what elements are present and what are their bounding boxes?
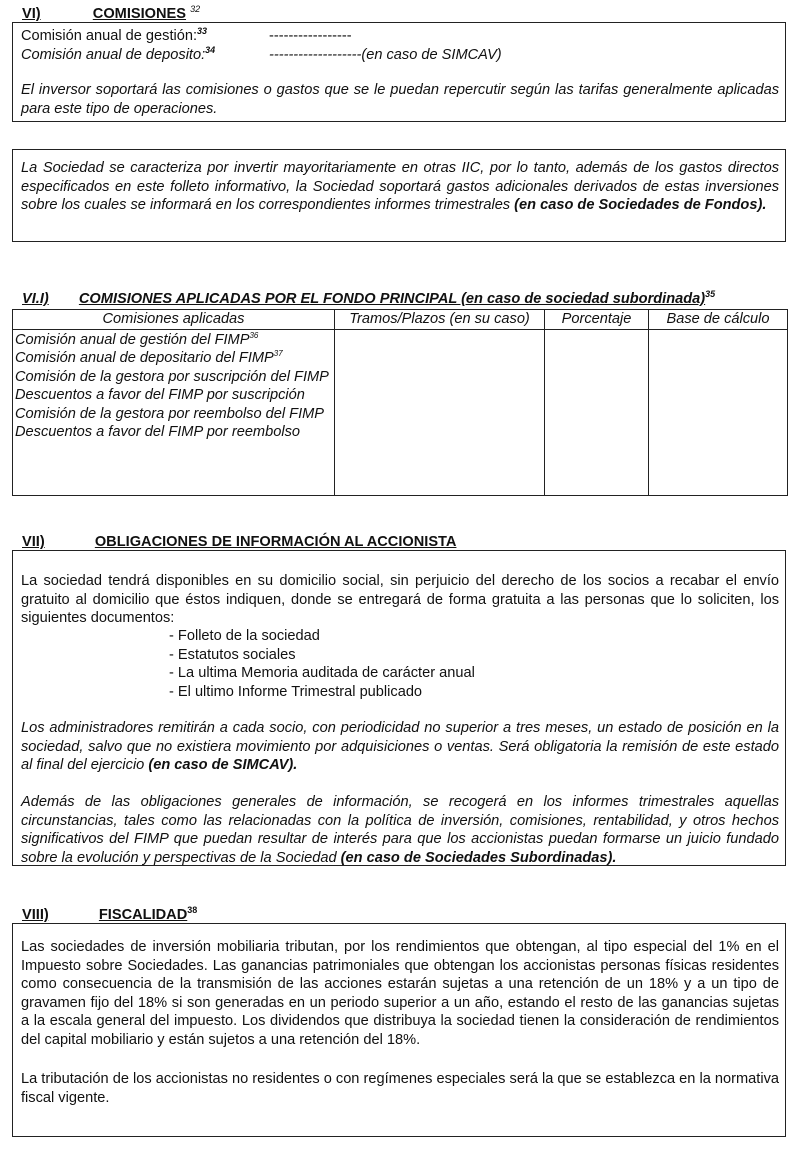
- iic-paragraph: [21, 159, 779, 215]
- footnote-ref: 37: [273, 349, 283, 359]
- commission-list-cell: [13, 329, 335, 495]
- commission-value: -------------------: [269, 47, 362, 63]
- table-cell-empty: [649, 329, 788, 495]
- table-row-item: [15, 386, 332, 405]
- section-vi-number: VI): [22, 6, 41, 22]
- section-vi-i-heading: [22, 290, 715, 309]
- list-item: - El ultimo Informe Trimestral publicado: [169, 683, 423, 700]
- table-row-item: [15, 405, 332, 424]
- para-text: Los administradores remitirán a cada socio, con periodicidad no superior a tres meses, un estado de posición en la sociedad, salvo que no existiera movimiento por adquisiciones o ventas. Será obligatoria la remisión de este estado al final del ejercicio: [21, 720, 779, 773]
- table-cell-empty: [335, 329, 545, 495]
- section-vi-title: COMISIONES: [92, 6, 187, 22]
- para-text: Además de las obligaciones generales de información, se recogerá en los informes trimestrales aquellas circunstancias, tales como las relacionadas con la política de inversión, comisiones, rentabilidad, y otros hechos significativos del FIMP que puedan resultar de interés para que los accionistas puedan formarse un juicio fundado sobre la evolución y perspectivas de la Sociedad: [21, 794, 779, 866]
- section-viii-title: FISCALIDAD: [98, 907, 188, 923]
- commission-suffix: (en caso de SIMCAV): [361, 47, 502, 63]
- commission-line-deposito: [21, 46, 781, 65]
- iic-bold-text: (en caso de Sociedades de Fondos).: [514, 197, 767, 213]
- footnote-ref: 36: [249, 330, 259, 340]
- section-vii-number: VII): [22, 534, 45, 550]
- commission-label: Comisión anual de deposito:: [21, 47, 206, 63]
- taxation-box: [12, 923, 786, 1137]
- table-row: [13, 329, 788, 495]
- section-vii-heading: [22, 533, 456, 552]
- section-viii-heading: [22, 906, 197, 925]
- quarterly-reports-paragraph: [21, 793, 779, 867]
- documents-list: [21, 627, 779, 701]
- commission-value: -----------------: [269, 28, 352, 44]
- section-vi-i-footnote: 35: [705, 289, 716, 300]
- iic-text: La Sociedad se caracteriza por invertir mayoritariamente en otras IIC, por lo tanto, además de los gastos directos especificados en este folleto informativo, la Sociedad soportará gastos adicionales derivados de estas inversiones sobre los cuales se informará en los correspondientes informes trimestrales: [21, 160, 779, 213]
- row-text: Comisión anual de gestión del FIMP: [15, 331, 250, 348]
- table-header-cell: Tramos/Plazos (en su caso): [335, 310, 545, 330]
- section-vi-i-title: COMISIONES APLICADAS POR EL FONDO PRINCIPAL (en caso de sociedad subordinada): [78, 291, 706, 307]
- table-row-item: [15, 368, 332, 387]
- footnote-ref: 33: [197, 26, 208, 37]
- para-bold-text: (en caso de Sociedades Subordinadas).: [340, 849, 617, 866]
- table-row-item: [15, 331, 332, 350]
- row-text: Comisión anual de depositario del FIMP: [15, 350, 274, 366]
- footnote-ref: 34: [205, 45, 216, 56]
- list-item: - Folleto de la sociedad: [169, 628, 320, 644]
- taxation-paragraph-1: Las sociedades de inversión mobiliaria tributan, por los rendimientos que obtengan, al tipo especial del 1% en el Impuesto sobre Sociedades. Las ganancias patrimoniales que obtengan los accionistas personas físicas residentes como consecuencia de la transmisión de las acciones estarán sujetas a una retención de un 18% y a un tipo de gravamen fijo del 18% si son generadas en un periodo superior a un año, estando el resto de las ganancias sujetas a la escala general del impuesto. Los dividendos que distribuya la sociedad tienen la consideración de rendimientos del capital mobiliario y están sujetos a una retención del 18%.: [21, 939, 779, 1048]
- table-row-item: [15, 349, 332, 368]
- row-text: Comisión de la gestora por reembolso del FIMP: [15, 405, 325, 422]
- commissions-paragraph: El inversor soportará las comisiones o gastos que se le puedan repercutir según las tarifas generalmente aplicadas para este tipo de operaciones.: [21, 82, 779, 117]
- table-header-cell: Base de cálculo: [649, 310, 788, 330]
- para-bold-text: (en caso de SIMCAV).: [148, 757, 298, 773]
- section-vi-footnote: 32: [190, 4, 201, 15]
- row-text: Descuentos a favor del FIMP por suscripción: [15, 387, 305, 403]
- taxation-paragraph-2: La tributación de los accionistas no residentes o con regímenes especiales será la que se establezca en la normativa fiscal vigente.: [21, 1071, 779, 1106]
- section-viii-footnote: 38: [187, 905, 198, 916]
- table-cell-empty: [545, 329, 649, 495]
- table-header-cell: Porcentaje: [545, 310, 649, 330]
- fimp-commissions-table: [12, 309, 788, 496]
- section-vii-title: OBLIGACIONES DE INFORMACIÓN AL ACCIONISTA: [94, 534, 457, 550]
- commission-label: Comisión anual de gestión:: [21, 28, 198, 44]
- commission-value-wrap: [269, 46, 502, 65]
- iic-investment-box: [12, 149, 786, 242]
- list-item: - La ultima Memoria auditada de carácter anual: [169, 665, 475, 681]
- section-viii-number: VIII): [22, 907, 49, 923]
- commissions-box: [12, 22, 786, 122]
- shareholder-info-box: [12, 550, 786, 866]
- table-header-row: [13, 310, 788, 330]
- shareholder-intro: La sociedad tendrá disponibles en su domicilio social, sin perjuicio del derecho de los socios a recabar el envío gratuito al domicilio que éstos indiquen, donde se entregará de forma gratuita a las personas que lo soliciten, los siguientes documentos:: [21, 573, 779, 626]
- section-vi-i-number: VI.I): [22, 291, 49, 307]
- section-vi-heading: [22, 5, 200, 24]
- table-row-item: [15, 423, 332, 442]
- position-statement-paragraph: [21, 719, 779, 775]
- list-item: - Estatutos sociales: [169, 646, 296, 663]
- commission-line-gestion: [21, 27, 781, 46]
- row-text: Comisión de la gestora por suscripción del FIMP: [15, 368, 329, 385]
- row-text: Descuentos a favor del FIMP por reembolso: [15, 424, 300, 440]
- table-header-cell: Comisiones aplicadas: [13, 310, 335, 330]
